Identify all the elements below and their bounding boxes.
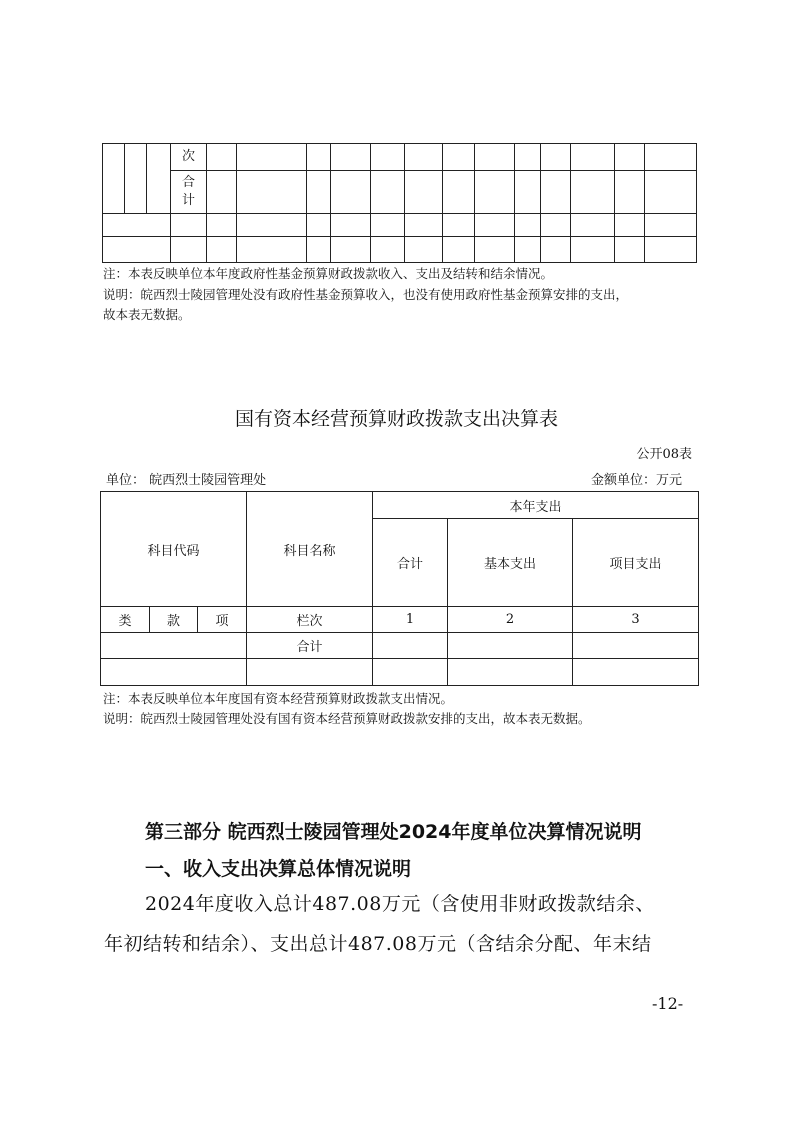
sub-title: 一、收入支出决算总体情况说明	[145, 858, 412, 880]
state-capital-expenditure-table	[100, 491, 699, 686]
index-3: 3	[573, 607, 699, 633]
table-row	[103, 237, 697, 263]
paragraph-line-1: 2024年度收入总计487.08万元（含使用非财政拨款结余、	[145, 893, 655, 915]
reporting-unit: 单位： 皖西烈士陵园管理处	[106, 473, 267, 488]
table-row	[101, 492, 699, 519]
table-row	[103, 171, 697, 214]
index-lei: 类	[101, 607, 150, 633]
header-total: 合计	[373, 519, 448, 607]
amount-unit: 金额单位：万元	[590, 473, 682, 488]
table-row	[103, 144, 697, 171]
index-kuan: 款	[150, 607, 198, 633]
table-title: 国有资本经营预算财政拨款支出决算表	[234, 408, 558, 430]
header-current-year: 本年支出	[373, 492, 699, 519]
fund-table-explain-line2: 故本表无数据。	[103, 307, 191, 322]
total-char-1: 合	[181, 175, 195, 190]
page-number: -12-	[652, 994, 684, 1013]
section-title: 第三部分 皖西烈士陵园管理处2024年度单位决算情况说明	[145, 821, 642, 843]
table-row	[101, 659, 699, 686]
table-code: 公开08表	[636, 447, 692, 462]
table-row	[101, 633, 699, 659]
index-1: 1	[373, 607, 448, 633]
header-basic: 基本支出	[448, 519, 573, 607]
header-subject-name: 科目名称	[247, 492, 373, 607]
paragraph-line-2: 年初结转和结余）、支出总计487.08万元（含结余分配、年末结	[104, 933, 652, 955]
table-row	[103, 214, 697, 237]
table-row	[101, 607, 699, 633]
header-subject-code: 科目代码	[101, 492, 247, 607]
index-lanci: 栏次	[247, 607, 373, 633]
total-row-label: 合计	[247, 633, 373, 659]
fund-table-explain-line1: 说明：皖西烈士陵园管理处没有政府性基金预算收入，也没有使用政府性基金预算安排的支出，	[103, 287, 629, 302]
capital-table-explain: 说明：皖西烈士陵园管理处没有国有资本经营预算财政拨款安排的支出，故本表无数据。	[103, 711, 591, 726]
index-2: 2	[448, 607, 573, 633]
total-label-vertical	[171, 171, 207, 214]
fund-table-continuation	[102, 143, 697, 263]
column-label-ci: 次	[171, 144, 207, 171]
header-project: 项目支出	[573, 519, 699, 607]
capital-table-note: 注：本表反映单位本年度国有资本经营预算财政拨款支出情况。	[103, 691, 454, 706]
fund-table-note: 注：本表反映单位本年度政府性基金预算财政拨款收入、支出及结转和结余情况。	[103, 266, 554, 281]
total-char-2: 计	[181, 193, 195, 208]
index-xiang: 项	[198, 607, 247, 633]
